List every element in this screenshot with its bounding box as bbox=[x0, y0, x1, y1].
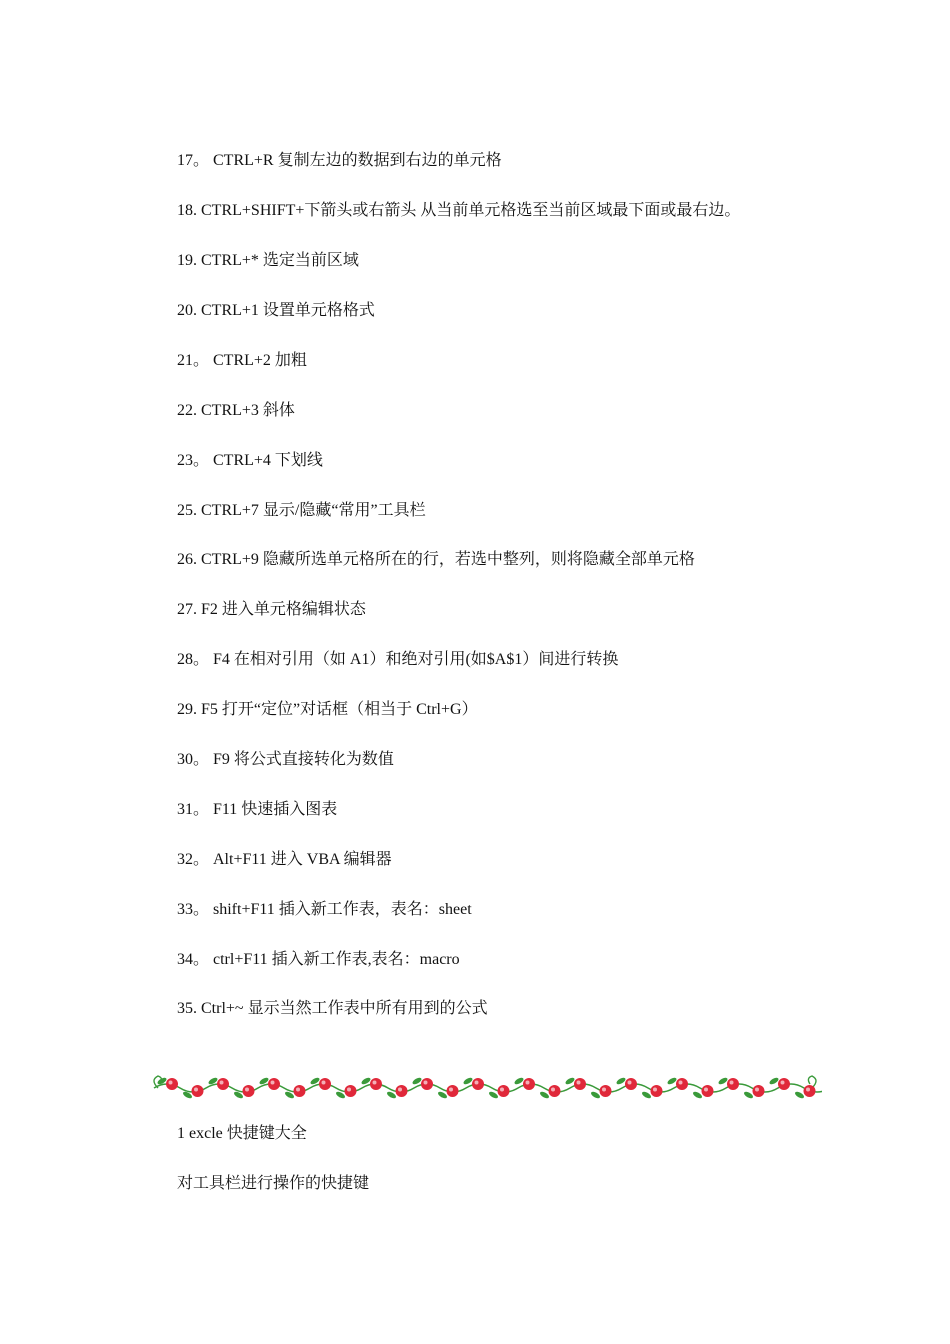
vine-leaf bbox=[513, 1076, 524, 1085]
rose-flower bbox=[676, 1078, 688, 1090]
shortcut-line-25: 25. CTRL+7 显示/隐藏“常用”工具栏 bbox=[177, 502, 426, 519]
section-title: 1 excle 快捷键大全 bbox=[177, 1125, 307, 1142]
shortcut-line-33: 33。 shift+F11 插入新工作表，表名：sheet bbox=[177, 901, 472, 918]
vine-leaf bbox=[615, 1076, 626, 1085]
shortcut-line-35: 35. Ctrl+~ 显示当然工作表中所有用到的公式 bbox=[177, 1000, 488, 1017]
rose-flower bbox=[702, 1085, 714, 1097]
rose-flower bbox=[243, 1085, 255, 1097]
rose-flower bbox=[778, 1078, 790, 1090]
rose-flower bbox=[294, 1085, 306, 1097]
vine-leaf bbox=[462, 1076, 473, 1085]
shortcut-line-29: 29. F5 打开“定位”对话框（相当于 Ctrl+G） bbox=[177, 701, 478, 718]
rose-flower bbox=[268, 1078, 280, 1090]
shortcut-line-30: 30。 F9 将公式直接转化为数值 bbox=[177, 751, 394, 768]
rose-flower bbox=[523, 1078, 535, 1090]
rose-flower bbox=[396, 1085, 408, 1097]
shortcut-line-32: 32。 Alt+F11 进入 VBA 编辑器 bbox=[177, 851, 392, 868]
shortcut-line-21: 21。 CTRL+2 加粗 bbox=[177, 352, 307, 369]
rose-flower bbox=[600, 1085, 612, 1097]
shortcut-line-18: 18. CTRL+SHIFT+下箭头或右箭头 从当前单元格选至当前区域最下面或最右边。 bbox=[177, 202, 741, 219]
shortcut-line-20: 20. CTRL+1 设置单元格格式 bbox=[177, 302, 375, 319]
rose-flower bbox=[421, 1078, 433, 1090]
rose-flower bbox=[727, 1078, 739, 1090]
shortcut-line-23: 23。 CTRL+4 下划线 bbox=[177, 452, 323, 469]
vine-leaf bbox=[794, 1090, 805, 1099]
rose-flower bbox=[192, 1085, 204, 1097]
shortcut-line-27: 27. F2 进入单元格编辑状态 bbox=[177, 601, 366, 618]
shortcut-line-34: 34。 ctrl+F11 插入新工作表,表名：macro bbox=[177, 951, 460, 968]
shortcut-line-28: 28。 F4 在相对引用（如 A1）和绝对引用(如$A$1）间进行转换 bbox=[177, 651, 619, 668]
shortcut-line-26: 26. CTRL+9 隐藏所选单元格所在的行，若选中整列，则将隐藏全部单元格 bbox=[177, 551, 695, 568]
rose-flower bbox=[345, 1085, 357, 1097]
subheading: 对工具栏进行操作的快捷键 bbox=[177, 1175, 370, 1192]
rose-flower bbox=[370, 1078, 382, 1090]
vine-leaf bbox=[641, 1090, 652, 1099]
vine-leaf bbox=[488, 1090, 499, 1099]
vine-leaf bbox=[666, 1076, 677, 1085]
rose-flower bbox=[472, 1078, 484, 1090]
rose-flower bbox=[651, 1085, 663, 1097]
shortcut-line-22: 22. CTRL+3 斜体 bbox=[177, 402, 295, 419]
vine-leaf bbox=[743, 1090, 754, 1099]
rose-flower bbox=[574, 1078, 586, 1090]
vine-leaf bbox=[768, 1076, 779, 1085]
rose-flower bbox=[625, 1078, 637, 1090]
shortcut-line-17: 17。 CTRL+R 复制左边的数据到右边的单元格 bbox=[177, 152, 502, 169]
rose-flower bbox=[804, 1085, 816, 1097]
rose-flower bbox=[319, 1078, 331, 1090]
rose-flower bbox=[166, 1078, 178, 1090]
rose-flower bbox=[447, 1085, 459, 1097]
rose-flower bbox=[217, 1078, 229, 1090]
rose-flower bbox=[549, 1085, 561, 1097]
rose-vine-border-icon bbox=[148, 1070, 822, 1104]
rose-flower bbox=[498, 1085, 510, 1097]
vine-leaf bbox=[692, 1090, 703, 1099]
vine-leaf bbox=[590, 1090, 601, 1099]
vine-leaf bbox=[539, 1090, 550, 1099]
vine-leaf bbox=[564, 1076, 575, 1085]
vine-leaf bbox=[717, 1076, 728, 1085]
shortcut-line-19: 19. CTRL+* 选定当前区域 bbox=[177, 252, 359, 269]
shortcut-line-31: 31。 F11 快速插入图表 bbox=[177, 801, 338, 818]
rose-flower bbox=[753, 1085, 765, 1097]
